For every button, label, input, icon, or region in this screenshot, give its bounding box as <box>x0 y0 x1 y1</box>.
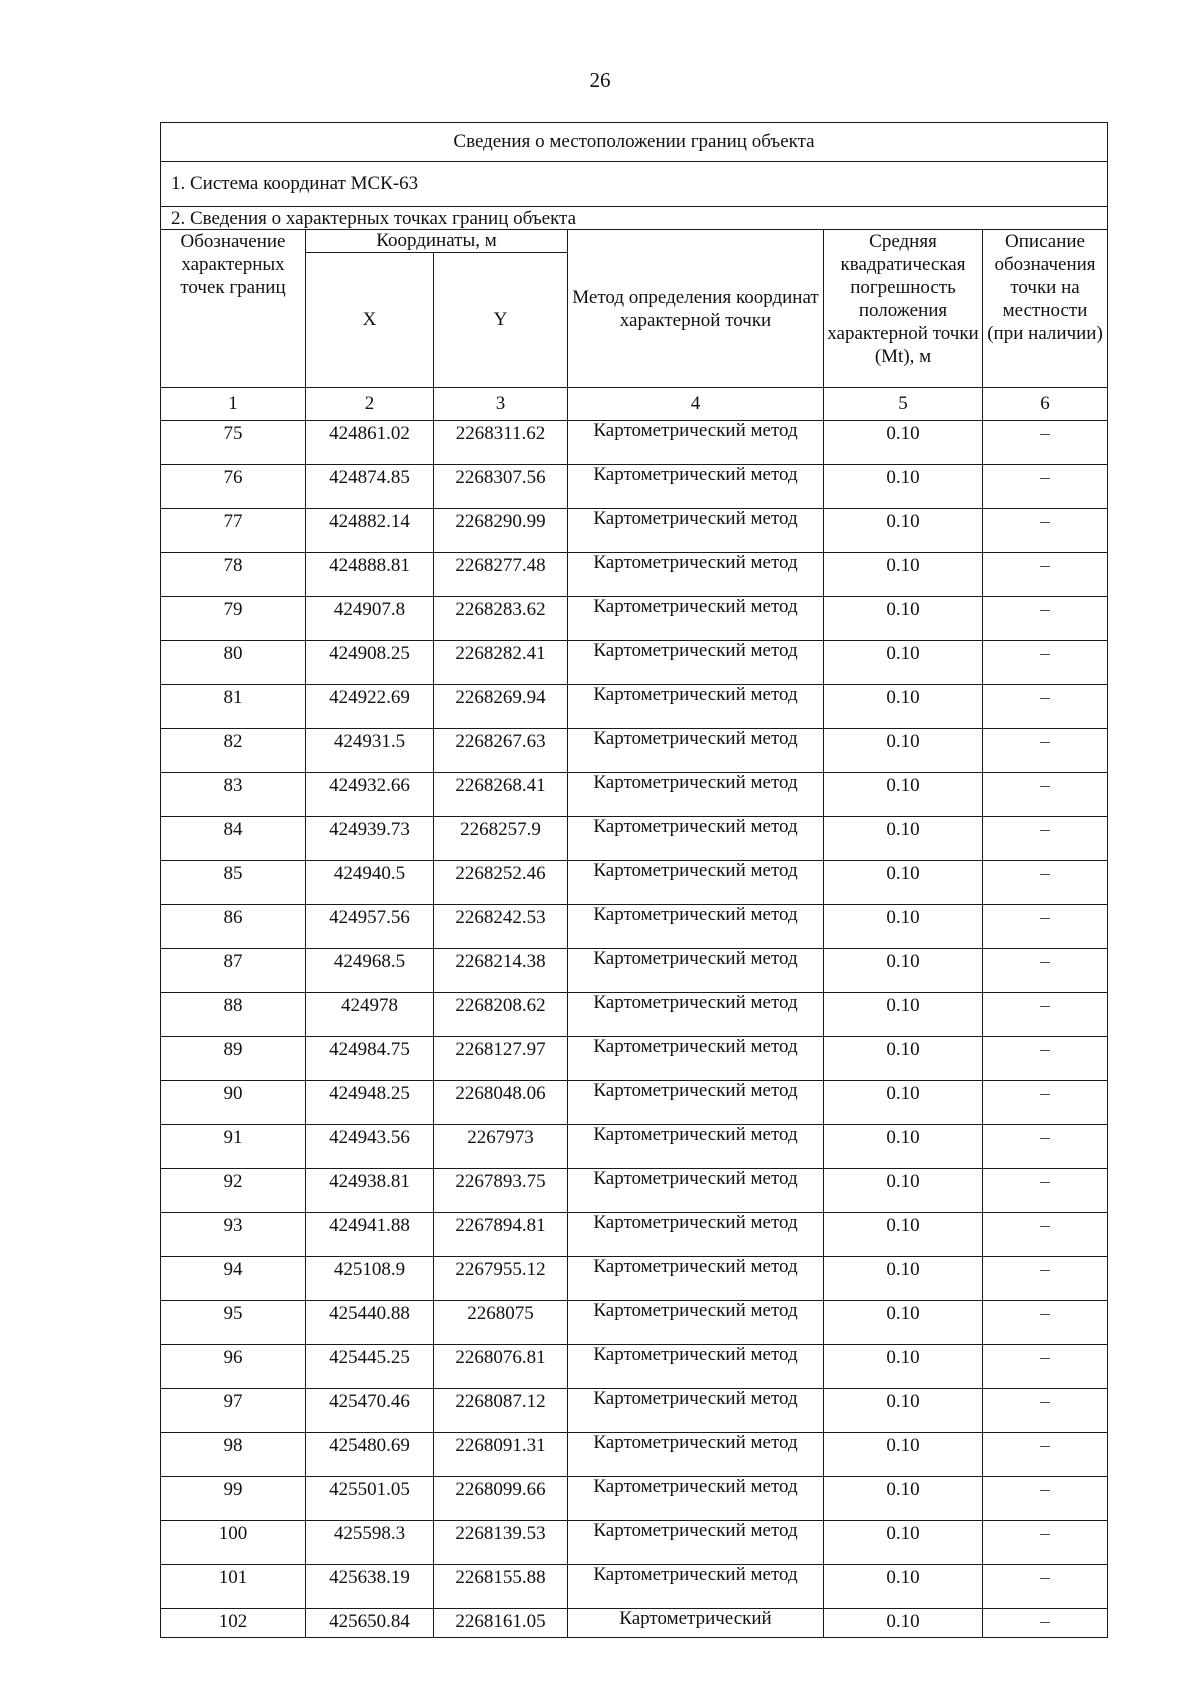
boundary-points-table <box>160 122 1108 1638</box>
cell-point: 87 <box>161 949 306 993</box>
cell-point: 81 <box>161 685 306 729</box>
table-row <box>161 1345 1108 1389</box>
table-row <box>161 553 1108 597</box>
cell-y: 2268311.62 <box>434 421 568 465</box>
cell-point: 76 <box>161 465 306 509</box>
cell-x: 424957.56 <box>306 905 434 949</box>
table-row <box>161 773 1108 817</box>
cell-method: Картометрический метод <box>568 1037 824 1081</box>
cell-y: 2268269.94 <box>434 685 568 729</box>
cell-point: 97 <box>161 1389 306 1433</box>
cell-method: Картометрический метод <box>568 1565 824 1609</box>
table-row <box>161 861 1108 905</box>
cell-method: Картометрический метод <box>568 1301 824 1345</box>
cell-x: 424922.69 <box>306 685 434 729</box>
cell-x: 424938.81 <box>306 1169 434 1213</box>
table-row <box>161 1257 1108 1301</box>
table-row <box>161 1609 1108 1638</box>
table-row <box>161 509 1108 553</box>
cell-error: 0.10 <box>824 1433 983 1477</box>
header-x: X <box>306 253 434 388</box>
cell-x: 424908.25 <box>306 641 434 685</box>
cell-description: – <box>983 509 1108 553</box>
cell-y: 2268290.99 <box>434 509 568 553</box>
cell-method: Картометрический <box>568 1609 824 1638</box>
table-row <box>161 1521 1108 1565</box>
cell-y: 2268214.38 <box>434 949 568 993</box>
cell-point: 86 <box>161 905 306 949</box>
header-error: Средняя квадратическая погрешность положения характерной точки (Mt), м <box>824 230 983 388</box>
cell-y: 2267973 <box>434 1125 568 1169</box>
table-row <box>161 685 1108 729</box>
cell-point: 95 <box>161 1301 306 1345</box>
cell-error: 0.10 <box>824 1609 983 1638</box>
header-point-designation: Обозначение характерных точек границ <box>161 230 306 388</box>
cell-y: 2268283.62 <box>434 597 568 641</box>
cell-error: 0.10 <box>824 509 983 553</box>
cell-error: 0.10 <box>824 861 983 905</box>
cell-y: 2268252.46 <box>434 861 568 905</box>
cell-error: 0.10 <box>824 729 983 773</box>
header-y: Y <box>434 253 568 388</box>
cell-method: Картометрический метод <box>568 1521 824 1565</box>
cell-x: 425445.25 <box>306 1345 434 1389</box>
coordinate-system: 1. Система координат МСК-63 <box>161 162 1108 207</box>
cell-error: 0.10 <box>824 1213 983 1257</box>
table-row <box>161 1389 1108 1433</box>
cell-x: 425598.3 <box>306 1521 434 1565</box>
column-number: 2 <box>306 388 434 421</box>
cell-description: – <box>983 1213 1108 1257</box>
cell-point: 82 <box>161 729 306 773</box>
cell-point: 93 <box>161 1213 306 1257</box>
cell-y: 2268091.31 <box>434 1433 568 1477</box>
table-row <box>161 1037 1108 1081</box>
cell-y: 2267893.75 <box>434 1169 568 1213</box>
cell-point: 84 <box>161 817 306 861</box>
cell-description: – <box>983 1433 1108 1477</box>
cell-error: 0.10 <box>824 685 983 729</box>
table-row <box>161 1477 1108 1521</box>
cell-x: 424948.25 <box>306 1081 434 1125</box>
cell-method: Картометрический метод <box>568 905 824 949</box>
cell-point: 85 <box>161 861 306 905</box>
cell-y: 2268076.81 <box>434 1345 568 1389</box>
cell-y: 2268208.62 <box>434 993 568 1037</box>
cell-error: 0.10 <box>824 773 983 817</box>
coordinate-system-row <box>161 162 1108 207</box>
cell-y: 2268282.41 <box>434 641 568 685</box>
cell-method: Картометрический метод <box>568 729 824 773</box>
cell-y: 2268048.06 <box>434 1081 568 1125</box>
cell-x: 425638.19 <box>306 1565 434 1609</box>
cell-x: 424943.56 <box>306 1125 434 1169</box>
cell-error: 0.10 <box>824 1301 983 1345</box>
cell-x: 424941.88 <box>306 1213 434 1257</box>
cell-y: 2268099.66 <box>434 1477 568 1521</box>
column-numbers-row <box>161 388 1108 421</box>
table-row <box>161 905 1108 949</box>
page-number: 26 <box>589 68 611 92</box>
cell-method: Картометрический метод <box>568 1125 824 1169</box>
cell-point: 98 <box>161 1433 306 1477</box>
cell-x: 424984.75 <box>306 1037 434 1081</box>
header-row-1 <box>161 230 1108 253</box>
column-number: 1 <box>161 388 306 421</box>
cell-point: 75 <box>161 421 306 465</box>
cell-method: Картометрический метод <box>568 861 824 905</box>
cell-description: – <box>983 1521 1108 1565</box>
cell-error: 0.10 <box>824 421 983 465</box>
cell-description: – <box>983 421 1108 465</box>
cell-point: 78 <box>161 553 306 597</box>
table-row <box>161 597 1108 641</box>
cell-description: – <box>983 949 1108 993</box>
cell-error: 0.10 <box>824 1477 983 1521</box>
cell-point: 91 <box>161 1125 306 1169</box>
table-row <box>161 1565 1108 1609</box>
cell-method: Картометрический метод <box>568 1169 824 1213</box>
table-row <box>161 1433 1108 1477</box>
cell-point: 92 <box>161 1169 306 1213</box>
cell-method: Картометрический метод <box>568 1433 824 1477</box>
table-title: Сведения о местоположении границ объекта <box>161 123 1108 162</box>
cell-x: 424888.81 <box>306 553 434 597</box>
cell-description: – <box>983 993 1108 1037</box>
column-number: 4 <box>568 388 824 421</box>
cell-error: 0.10 <box>824 1521 983 1565</box>
cell-y: 2268161.05 <box>434 1609 568 1638</box>
cell-y: 2267894.81 <box>434 1213 568 1257</box>
cell-description: – <box>983 817 1108 861</box>
cell-point: 80 <box>161 641 306 685</box>
cell-description: – <box>983 641 1108 685</box>
cell-description: – <box>983 685 1108 729</box>
cell-description: – <box>983 1389 1108 1433</box>
cell-method: Картометрический метод <box>568 1345 824 1389</box>
cell-description: – <box>983 1301 1108 1345</box>
table-row <box>161 421 1108 465</box>
cell-error: 0.10 <box>824 1037 983 1081</box>
cell-description: – <box>983 597 1108 641</box>
cell-error: 0.10 <box>824 553 983 597</box>
column-number: 5 <box>824 388 983 421</box>
cell-description: – <box>983 1169 1108 1213</box>
cell-description: – <box>983 773 1108 817</box>
cell-error: 0.10 <box>824 1257 983 1301</box>
cell-x: 425501.05 <box>306 1477 434 1521</box>
cell-error: 0.10 <box>824 641 983 685</box>
table-row <box>161 993 1108 1037</box>
cell-method: Картометрический метод <box>568 509 824 553</box>
cell-description: – <box>983 861 1108 905</box>
cell-point: 90 <box>161 1081 306 1125</box>
cell-method: Картометрический метод <box>568 421 824 465</box>
table-row <box>161 1213 1108 1257</box>
cell-description: – <box>983 1345 1108 1389</box>
cell-error: 0.10 <box>824 597 983 641</box>
cell-description: – <box>983 729 1108 773</box>
cell-point: 83 <box>161 773 306 817</box>
cell-x: 424978 <box>306 993 434 1037</box>
cell-y: 2268242.53 <box>434 905 568 949</box>
cell-description: – <box>983 465 1108 509</box>
cell-error: 0.10 <box>824 1081 983 1125</box>
cell-point: 88 <box>161 993 306 1037</box>
cell-description: – <box>983 1477 1108 1521</box>
table-row <box>161 949 1108 993</box>
cell-method: Картометрический метод <box>568 553 824 597</box>
cell-description: – <box>983 553 1108 597</box>
cell-description: – <box>983 1257 1108 1301</box>
cell-x: 424932.66 <box>306 773 434 817</box>
section-title: 2. Сведения о характерных точках границ объекта <box>161 207 1108 230</box>
cell-method: Картометрический метод <box>568 641 824 685</box>
cell-error: 0.10 <box>824 465 983 509</box>
cell-description: – <box>983 1037 1108 1081</box>
cell-y: 2268087.12 <box>434 1389 568 1433</box>
table-row <box>161 817 1108 861</box>
cell-point: 99 <box>161 1477 306 1521</box>
table-row <box>161 641 1108 685</box>
table-row <box>161 465 1108 509</box>
cell-x: 425108.9 <box>306 1257 434 1301</box>
cell-error: 0.10 <box>824 1169 983 1213</box>
cell-point: 94 <box>161 1257 306 1301</box>
table-title-row <box>161 123 1108 162</box>
cell-method: Картометрический метод <box>568 465 824 509</box>
cell-method: Картометрический метод <box>568 597 824 641</box>
cell-error: 0.10 <box>824 1565 983 1609</box>
table-row <box>161 1169 1108 1213</box>
table-row <box>161 729 1108 773</box>
cell-error: 0.10 <box>824 949 983 993</box>
cell-x: 424968.5 <box>306 949 434 993</box>
cell-y: 2268257.9 <box>434 817 568 861</box>
cell-y: 2268267.63 <box>434 729 568 773</box>
cell-method: Картометрический метод <box>568 1389 824 1433</box>
cell-x: 425440.88 <box>306 1301 434 1345</box>
cell-description: – <box>983 1125 1108 1169</box>
cell-method: Картометрический метод <box>568 685 824 729</box>
cell-y: 2268277.48 <box>434 553 568 597</box>
cell-method: Картометрический метод <box>568 1081 824 1125</box>
cell-x: 425480.69 <box>306 1433 434 1477</box>
cell-error: 0.10 <box>824 1345 983 1389</box>
cell-description: – <box>983 905 1108 949</box>
cell-point: 102 <box>161 1609 306 1638</box>
cell-point: 77 <box>161 509 306 553</box>
header-coordinates: Координаты, м <box>306 230 568 253</box>
cell-description: – <box>983 1609 1108 1638</box>
cell-error: 0.10 <box>824 993 983 1037</box>
cell-method: Картометрический метод <box>568 773 824 817</box>
cell-point: 96 <box>161 1345 306 1389</box>
table-row <box>161 1081 1108 1125</box>
header-method: Метод определения координат характерной точки <box>568 230 824 388</box>
cell-error: 0.10 <box>824 905 983 949</box>
header-description: Описание обозначения точки на местности (при наличии) <box>983 230 1108 388</box>
cell-point: 79 <box>161 597 306 641</box>
cell-description: – <box>983 1565 1108 1609</box>
cell-method: Картометрический метод <box>568 1213 824 1257</box>
cell-y: 2268127.97 <box>434 1037 568 1081</box>
cell-point: 100 <box>161 1521 306 1565</box>
cell-x: 424931.5 <box>306 729 434 773</box>
table-row <box>161 1125 1108 1169</box>
cell-x: 424861.02 <box>306 421 434 465</box>
column-number: 6 <box>983 388 1108 421</box>
cell-method: Картометрический метод <box>568 1477 824 1521</box>
column-number: 3 <box>434 388 568 421</box>
cell-error: 0.10 <box>824 1125 983 1169</box>
cell-x: 424874.85 <box>306 465 434 509</box>
cell-method: Картометрический метод <box>568 1257 824 1301</box>
cell-description: – <box>983 1081 1108 1125</box>
cell-method: Картометрический метод <box>568 817 824 861</box>
cell-y: 2268075 <box>434 1301 568 1345</box>
cell-y: 2268155.88 <box>434 1565 568 1609</box>
cell-x: 424940.5 <box>306 861 434 905</box>
cell-y: 2268139.53 <box>434 1521 568 1565</box>
cell-method: Картометрический метод <box>568 993 824 1037</box>
table-row <box>161 1301 1108 1345</box>
cell-error: 0.10 <box>824 817 983 861</box>
cell-x: 425470.46 <box>306 1389 434 1433</box>
cell-x: 424882.14 <box>306 509 434 553</box>
cell-point: 89 <box>161 1037 306 1081</box>
cell-x: 424907.8 <box>306 597 434 641</box>
section-title-row <box>161 207 1108 230</box>
cell-y: 2267955.12 <box>434 1257 568 1301</box>
cell-y: 2268307.56 <box>434 465 568 509</box>
cell-y: 2268268.41 <box>434 773 568 817</box>
cell-x: 425650.84 <box>306 1609 434 1638</box>
cell-error: 0.10 <box>824 1389 983 1433</box>
cell-point: 101 <box>161 1565 306 1609</box>
cell-x: 424939.73 <box>306 817 434 861</box>
cell-method: Картометрический метод <box>568 949 824 993</box>
